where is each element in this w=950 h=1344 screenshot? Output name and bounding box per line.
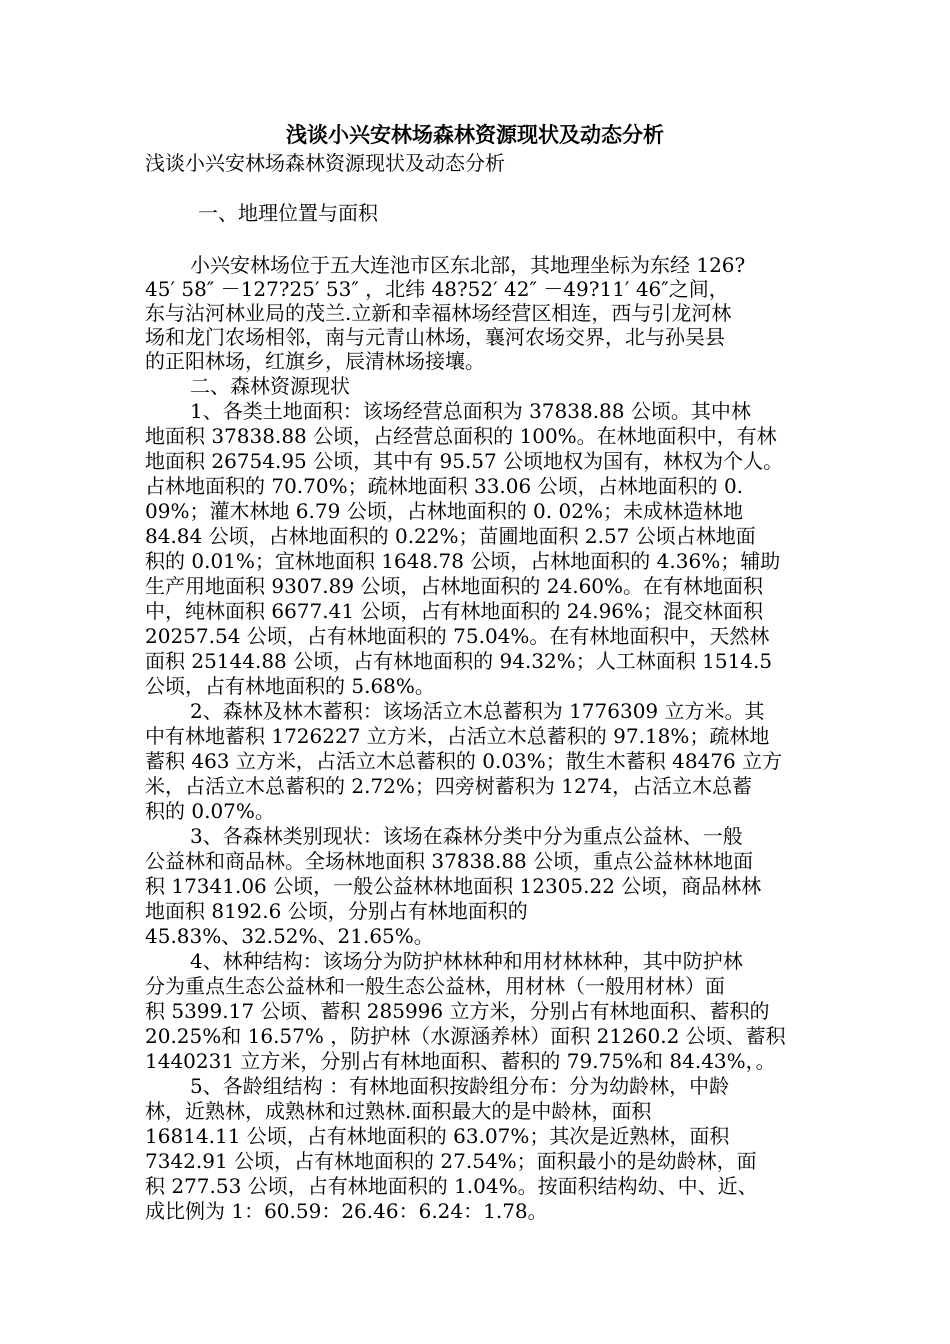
text-line: 场和龙门农场相邻，南与元青山林场，襄河农场交界，北与孙吴县 bbox=[145, 325, 725, 349]
text-line: 地面积 8192.6 公顷，分别占有林地面积的 bbox=[145, 899, 528, 923]
text-line: 7342.91 公顷，占有林地面积的 27.54%；面积最小的是幼龄林，面 bbox=[145, 1149, 757, 1173]
text-line: 积的 0.01%；宜林地面积 1648.78 公顷，占林地面积的 4.36%；辅助 bbox=[145, 549, 781, 573]
text-line: 小兴安林场位于五大连池市区东北部，其地理坐标为东经 126? bbox=[190, 253, 746, 277]
text-line: 中，纯林面积 6677.41 公顷，占有林地面积的 24.96%；混交林面积 bbox=[145, 599, 764, 623]
text-line: 蓄积 463 立方米，占活立木总蓄积的 0.03%；散生木蓄积 48476 立方 bbox=[145, 749, 783, 773]
text-line: 积的 0.07%。 bbox=[145, 799, 275, 823]
text-line: 09%；灌木林地 6.79 公顷，占林地面积的 0. 02%；未成林造林地 bbox=[145, 499, 743, 523]
text-line: 积 17341.06 公顷，一般公益林林地面积 12305.22 公顷，商品林林 bbox=[145, 874, 762, 898]
text-line: 成比例为 1：60.59：26.46：6.24：1.78。 bbox=[145, 1199, 548, 1223]
text-line: 3、各森林类别现状：该场在森林分类中分为重点公益林、一般 bbox=[190, 824, 743, 848]
text-line: 地面积 37838.88 公顷，占经营总面积的 100%。在林地面积中，有林 bbox=[145, 424, 777, 448]
text-line: 1440231 立方米，分别占有林地面积、蓄积的 79.75%和 84.43%，。 bbox=[145, 1049, 776, 1073]
text-line: 地面积 26754.95 公顷，其中有 95.57 公顷地权为国有，林权为个人。 bbox=[145, 449, 784, 473]
text-line: 的正阳林场，红旗乡，辰清林场接壤。 bbox=[145, 349, 485, 373]
text-line: 积 277.53 公顷，占有林地面积的 1.04%。按面积结构幼、中、近、 bbox=[145, 1174, 758, 1198]
text-line: 占林地面积的 70.70%；疏林地面积 33.06 公顷，占林地面积的 0. bbox=[145, 474, 744, 498]
text-line: 生产用地面积 9307.89 公顷，占林地面积的 24.60%。在有林地面积 bbox=[145, 574, 764, 598]
subtitle-line: 浅谈小兴安林场森林资源现状及动态分析 bbox=[145, 151, 505, 175]
text-line: 林，近熟林，成熟林和过熟林.面积最大的是中龄林，面积 bbox=[145, 1099, 652, 1123]
text-line: 2、森林及林木蓄积：该场活立木总蓄积为 1776309 立方米。其 bbox=[190, 699, 765, 723]
text-line: 东与沾河林业局的茂兰.立新和幸福林场经营区相连，西与引龙河林 bbox=[145, 301, 732, 325]
text-line: 84.84 公顷，占林地面积的 0.22%；苗圃地面积 2.57 公顷占林地面 bbox=[145, 524, 756, 548]
section-heading: 二、森林资源现状 bbox=[190, 374, 350, 398]
text-line: 20.25%和 16.57% ，防护林（水源涵养林）面积 21260.2 公顷、蓄积 bbox=[145, 1024, 786, 1048]
text-line: 米，占活立木总蓄积的 2.72%；四旁树蓄积为 1274，占活立木总蓄 bbox=[145, 774, 753, 798]
document-title: 浅谈小兴安林场森林资源现状及动态分析 bbox=[286, 122, 664, 147]
text-line: 4、林种结构：该场分为防护林林种和用材林林种，其中防护林 bbox=[190, 949, 743, 973]
text-line: 公顷，占有林地面积的 5.68%。 bbox=[145, 674, 435, 698]
section-heading: 一、地理位置与面积 bbox=[198, 201, 378, 225]
text-line: 分为重点生态公益林和一般生态公益林，用材林（一般用材林）面 bbox=[145, 974, 725, 998]
text-line: 积 5399.17 公顷、蓄积 285996 立方米，分别占有林地面积、蓄积的 bbox=[145, 999, 770, 1023]
text-line: 5、各龄组结构 ：有林地面积按龄组分布：分为幼龄林，中龄 bbox=[190, 1074, 730, 1098]
text-line: 45′ 58″ －127?25′ 53″ ，北纬 48?52′ 42″ －49?11′ 46″之间， bbox=[145, 277, 729, 301]
text-line: 16814.11 公顷，占有林地面积的 63.07%；其次是近熟林，面积 bbox=[145, 1124, 730, 1148]
text-line: 1、各类土地面积：该场经营总面积为 37838.88 公顷。其中林 bbox=[190, 399, 751, 423]
text-line: 45.83%、32.52%、21.65%。 bbox=[145, 924, 434, 948]
text-line: 面积 25144.88 公顷，占有林地面积的 94.32%；人工林面积 1514.5 bbox=[145, 649, 773, 673]
text-line: 20257.54 公顷，占有林地面积的 75.04%。在有林地面积中，天然林 bbox=[145, 624, 770, 648]
text-line: 中有林地蓄积 1726227 立方米，占活立木总蓄积的 97.18%；疏林地 bbox=[145, 724, 770, 748]
text-line: 公益林和商品林。全场林地面积 37838.88 公顷，重点公益林林地面 bbox=[145, 849, 754, 873]
